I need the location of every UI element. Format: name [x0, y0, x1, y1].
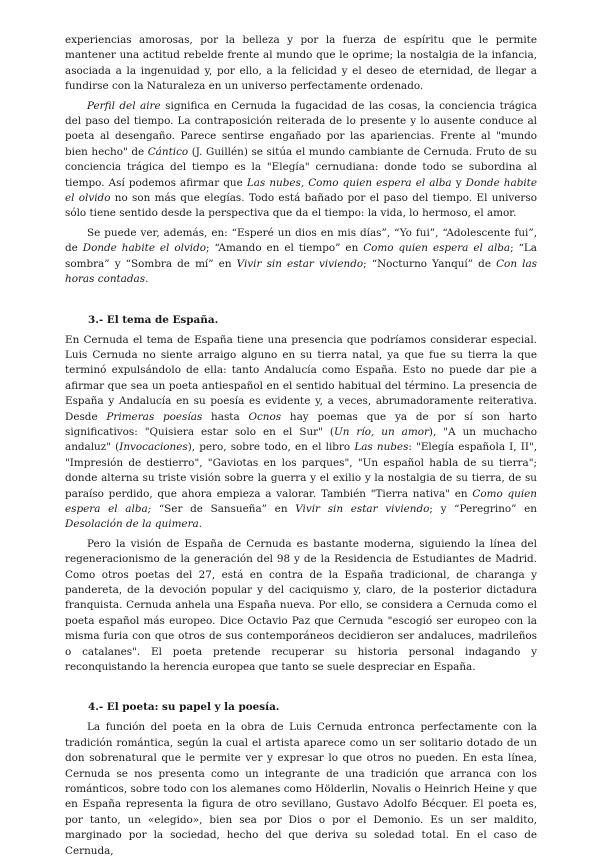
italic-title-run: Primeras poesías [106, 410, 203, 423]
text-run: . [198, 518, 203, 531]
text-run: no son más que elegías. Todo está bañado por el paso del tiempo. El universo sólo tiene sentido desde la perspectiva que da el tiempo: la vida, lo hermoso, el amor. [65, 192, 537, 220]
text-run: ), "A un muchacho andaluz" ( [65, 425, 537, 454]
text-run: “Ser de Sansueña” en [151, 502, 296, 515]
paragraph-perfil-del-aire [65, 99, 537, 222]
paragraph-examples-time [65, 226, 537, 288]
italic-title-run: Ocnos [248, 410, 282, 423]
text-run: Se puede ver, además, en: “Esperé un dios en mis días”, “Yo fui”, “Adolescente fui”, de [65, 226, 537, 255]
paragraph-spain-vision [65, 537, 537, 676]
italic-title-run: Cántico [147, 145, 189, 158]
italic-title-run: Un río, un amor [333, 425, 429, 438]
text-run: En Cernuda el tema de España tiene una presencia que podríamos considerar especial. Luis Cernuda no siente arraigo alguno en su tierra natal, ya que fue su tierra la que terminó expulsándolo de ella: tanto Andalucía como España. Esto no puede dar pie a afirmar que sea un poeta antiespañol en el sentido habitual del término. La presencia de España y Andalucía en su poesía es evidente y, a veces, abrumadoramente reiterativa. Desde [65, 333, 537, 423]
text-run: (J. Guillén) se sitúa el mundo cambiante de Cernuda. Fruto de su conciencia trágica del tiempo es la "Elegía" cernudiana: donde todo se subordina al tiempo. Así podemos afirmar que [65, 145, 537, 189]
italic-title-run: Donde habite el olvido [82, 242, 207, 255]
text-run: y [451, 176, 466, 189]
italic-title-run: Con las horas contadas [65, 257, 537, 286]
section-heading-spain: 3.- El tema de España. [88, 313, 219, 326]
italic-title-run: Vivir sin estar viviendo [236, 257, 364, 270]
italic-title-run: Las nubes [354, 441, 409, 454]
text-run: ; “La sombra” y “Sombra de mí” en [65, 242, 537, 270]
italic-title-run: Como quien espera el alba [363, 242, 511, 255]
text-run: ), pero, sobre todo, en el libro [187, 441, 355, 454]
paragraph-intro-continuation [65, 33, 537, 95]
section-heading-poet-role: 4.- El poeta: su papel y la poesía. [88, 701, 280, 714]
text-run: hay poemas que ya de por sí son harto significativos: "Quisiera estar solo en el Sur" ( [65, 410, 537, 438]
text-run: ; “Amando en el tiempo” en [206, 242, 364, 255]
text-run: ; “Nocturno Yanquí” de [363, 257, 497, 270]
italic-title-run: Como quien espera el alba; [65, 487, 537, 515]
text-run: Pero la visión de España de Cernuda es bastante moderna, siguiendo la línea del regeneracionismo de la generación del 98 y de la Residencia de Estudiantes de Madrid. Como otros poetas del 27, está en contra de la España tradicional, de charanga y pandereta, de la devoción popular y del caciquismo y, claro, de la posterior dictadura franquista. Cernuda anhela una España nueva. Por ello, se considera a Cernuda como el poeta español más europeo. Dice Octavio Paz que Cernuda "escogió ser europeo con la misma furia con que otros de sus contemporáneos decidieron ser andaluces, madrileños o catalanes". El poeta pretende recuperar su historia personal indagando y reconquistando la herencia europea que tanto se suele despreciar en España. [65, 537, 537, 674]
text-run: experiencias amorosas, por la belleza y por la fuerza de espíritu que le permite mantener una actitud rebelde frente al mundo que le oprime; la nostalgia de la infancia, asociada a la ingenuidad y, por ello, a la felicidad y el deseo de eternidad, de llegar a fundirse con la Naturaleza en un universo perfectamente ordenado. [65, 34, 537, 93]
text-run: . [145, 273, 149, 286]
italic-title-run: Donde habite el olvido [65, 176, 537, 205]
italic-title-run: Las nubes, Como quien espera el alba [246, 176, 452, 189]
paragraph-poet-function [65, 720, 537, 859]
text-run: ; y “Peregrino” en [429, 502, 537, 515]
italic-title-run: Desolación de la quimera [65, 518, 199, 531]
text-run: La función del poeta en la obra de Luis Cernuda entronca perfectamente con la tradición romántica, según la cual el artista aparece como un ser solitario dotado de un don sobrenatural que le permite ver y expresar lo que otros no pueden. En esta línea, Cernuda se nos presenta como un integrante de una tradición que arranca con los románticos, sobre todo con los alemanes como Hölderlin, Novalis o Heinrich Heine y que en España representa la figura de otro sevillano, Gustavo Adolfo Bécquer. El poeta es, por tanto, un «elegido», bien sea por Dios o por el Demonio. Es un ser maldito, marginado por la sociedad, hecho del que deriva su soledad total. En el caso de Cernuda, [65, 721, 537, 857]
paragraph-spain-theme [65, 333, 537, 533]
italic-title-run: Invocaciones [119, 441, 188, 454]
italic-title-run: Perfil del aire [87, 99, 161, 112]
text-run: : "Elegía española I, II", "Impresión de destierro", "Gaviotas en los parques", "Un español habla de su tierra"; donde alterna su triste visión sobre la guerra y el exilio y la nostalgia de su tierra, de su paraíso perdido, que ahora empieza a valorar. También "Tierra nativa" en [65, 441, 538, 500]
text-run: significa en Cernuda la fugacidad de las cosas, la conciencia trágica del paso del tiempo. La contraposición reiterada de lo presente y lo ausente conduce al poeta al desengaño. Parece sentirse engañado por las apariencias. Frente al "mundo bien hecho" de [65, 99, 537, 158]
italic-title-run: Vivir sin estar viviendo [295, 502, 430, 515]
text-run: hasta [202, 410, 249, 423]
